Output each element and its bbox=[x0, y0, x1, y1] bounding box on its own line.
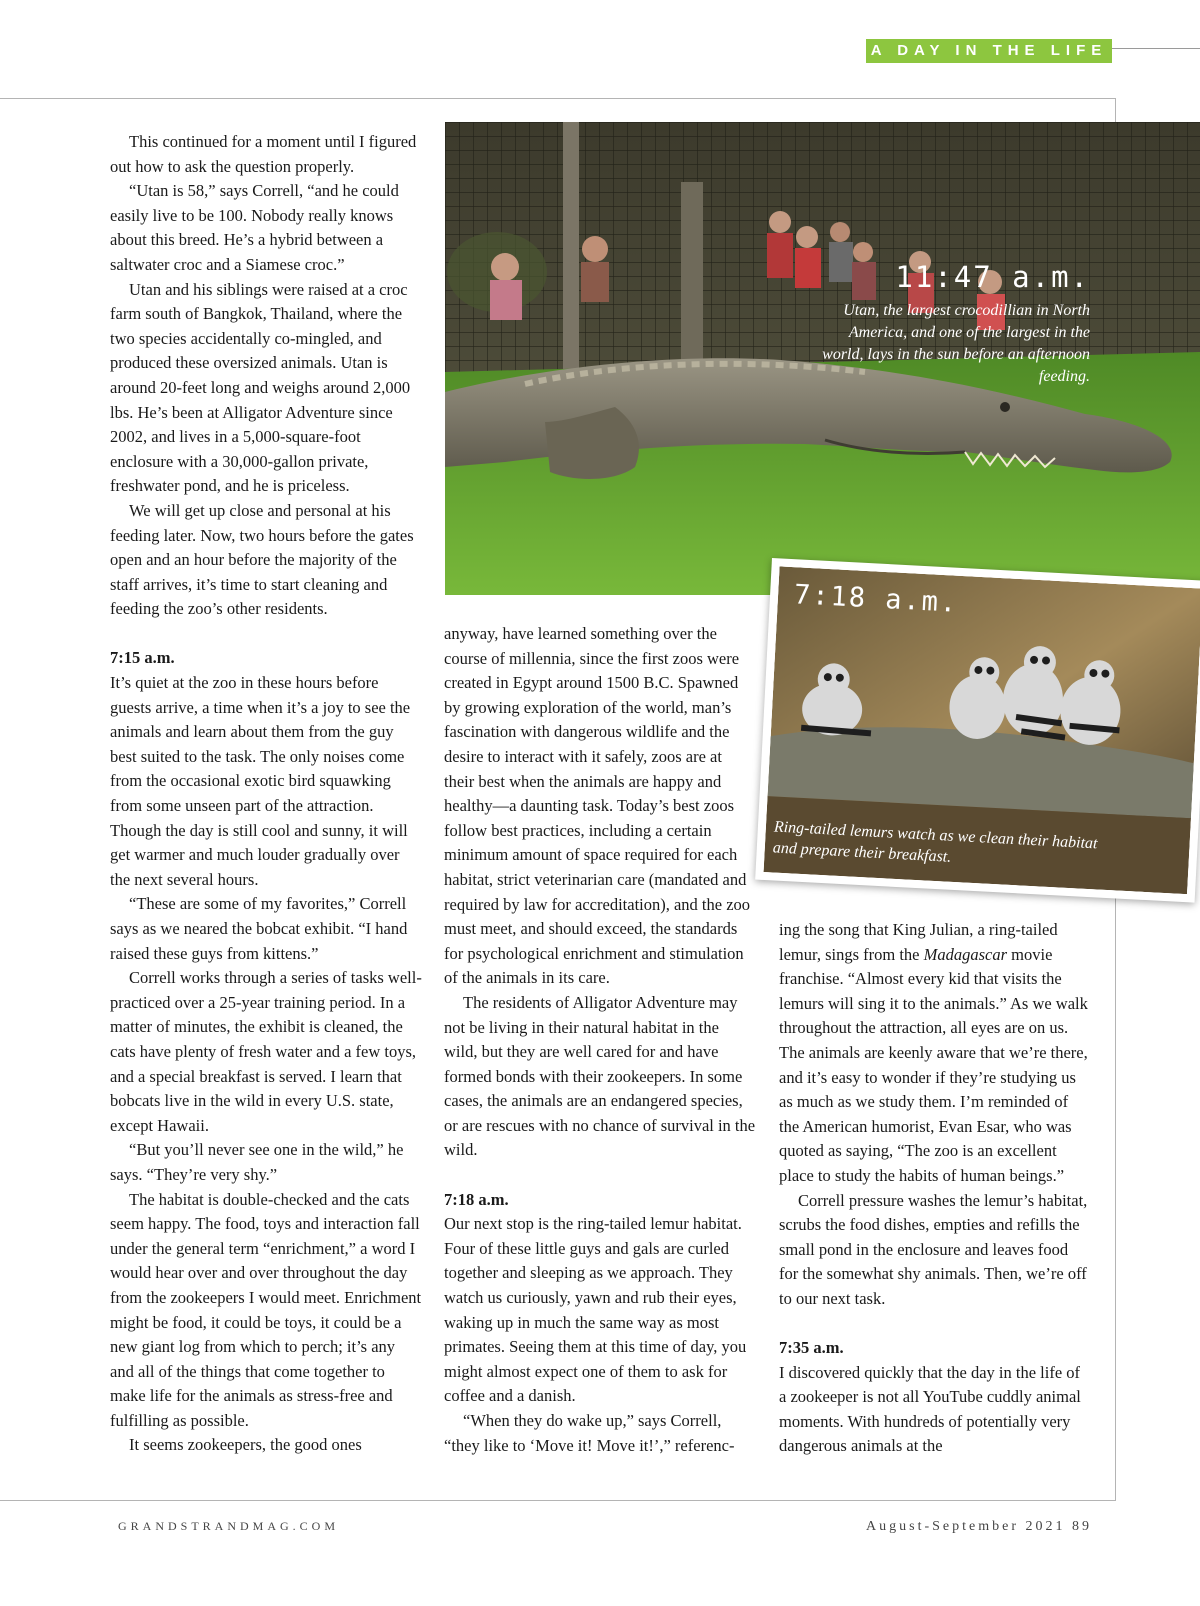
paragraph: It’s quiet at the zoo in these hours before guests arrive, a time when it’s a joy to see the animals and learn about them from the guy best suited to the task. The only noises come from the occasional exotic bird squawking from some unseen part of the attraction. Though the day is still cool and sunny, it will get warmer and much louder gradually over the next several hours. bbox=[110, 673, 411, 889]
paragraph: It seems zookeepers, the good ones bbox=[129, 1435, 362, 1455]
lemur-photo bbox=[764, 566, 1200, 894]
section-banner: A DAY IN THE LIFE bbox=[866, 39, 1112, 63]
paragraph: “When they do wake up,” says Correll, “they like to ‘Move it! Move it!’,” referenc- bbox=[444, 1411, 735, 1455]
article-column-3 bbox=[779, 918, 1091, 1459]
article-column-2 bbox=[444, 622, 756, 1458]
frame-top-rule bbox=[0, 98, 1116, 99]
paragraph: This continued for a moment until I figured out how to ask the question properly. bbox=[110, 132, 417, 176]
paragraph: We will get up close and personal at his feeding later. Now, two hours before the gates open and an hour before the majority of the staff arrives, it’s time to start cleaning and feeding the zoo’s other residents. bbox=[110, 500, 414, 619]
frame-bottom-rule bbox=[0, 1500, 1116, 1501]
lemur-photo-card bbox=[755, 558, 1200, 903]
banner-rule bbox=[1110, 48, 1200, 49]
paragraph-text: movie franchise. “Almost every kid that visits the lemurs will sing it to the animals.” As we walk throughout the attraction, all eyes are on us. The animals are keenly aware that we’re there, and it’s easy to wonder if they’re studying us as much as we study them. I’m reminded of the American humorist, Evan Esar, who was quoted as saying, “The zoo is an excellent place to study the habits of human beings.” bbox=[779, 944, 1088, 1185]
paragraph: “These are some of my favorites,” Correll says as we neared the bobcat exhibit. “I hand raised these guys from kittens.” bbox=[110, 894, 408, 963]
paragraph bbox=[779, 918, 1091, 1189]
footer-website: GRANDSTRANDMAG.COM bbox=[118, 1519, 340, 1533]
paragraph: anyway, have learned something over the course of millennia, since the first zoos were created in Egypt around 1500 B.C. Spawned by growing exploration of the world, man’s fascination with dangerous wildlife and the desire to interact with it safely, zoos are at their best when the animals are happy and healthy—a daunting task. Today’s best zoos follow best practices, including a certain minimum amount of space required for each habitat, strict veterinarian care (mandated and required by law for accreditation), and the zoo must meet, and should exceed, the standards for psychological enrichment and stimulation of the animals in its care. bbox=[444, 624, 751, 988]
paragraph: The habitat is double-checked and the cats seem happy. The food, toys and interaction fall under the general term “enrichment,” a word I would hear over and over throughout the day from the zookeepers I would meet. Enrichment might be food, it could be toys, it could be a new giant log from which to perch; it’s any and all of the things that come together to make life for the animals as stress-free and fulfilling as possible. bbox=[110, 1189, 422, 1430]
time-heading: 7:35 a.m. bbox=[779, 1338, 844, 1358]
paragraph: I discovered quickly that the day in the life of a zookeeper is not all YouTube cuddly animal moments. With hundreds of potentially very dangerous animals at the bbox=[779, 1362, 1081, 1456]
lemur-photo-caption: Ring-tailed lemurs watch as we clean their habitat and prepare their breakfast. bbox=[772, 818, 1098, 866]
time-heading: 7:18 a.m. bbox=[444, 1189, 509, 1209]
croc-time-stamp: 11:47 a.m. bbox=[895, 260, 1090, 294]
article-column-1 bbox=[110, 130, 422, 1458]
paragraph: “But you’ll never see one in the wild,” he says. “They’re very shy.” bbox=[110, 1140, 404, 1184]
paragraph: Utan and his siblings were raised at a croc farm south of Bangkok, Thailand, where the two species accidentally co-mingled, and produced these oversized animals. Utan is around 20-feet long and weighs around 2,000 lbs. He’s been at Alligator Adventure since 2002, and lives in a 5,000-square-foot enclosure with a 30,000-gallon private, freshwater pond, and he is priceless. bbox=[110, 279, 411, 496]
paragraph: Our next stop is the ring-tailed lemur habitat. Four of these little guys and gals are curled together and sleeping as we approach. They watch us curiously, yawn and rub their eyes, waking up in much the same way as most primates. Seeing them at this time of day, you might almost expect one of them to ask for coffee and a danish. bbox=[444, 1214, 747, 1406]
lemur-time-stamp: 7:18 a.m. bbox=[793, 579, 960, 619]
crocodile-photo bbox=[445, 122, 1200, 595]
paragraph: Correll pressure washes the lemur’s habitat, scrubs the food dishes, empties and refills the small pond in the enclosure and leaves food for the somewhat shy animals. Then, we’re off to our next task. bbox=[779, 1190, 1088, 1308]
paragraph: Correll works through a series of tasks well-practiced over a 25-year training period. In a matter of minutes, the exhibit is cleaned, the cats have plenty of fresh water and a few toys, and a special breakfast is served. I learn that bobcats live in the wild in every U.S. state, except Hawaii. bbox=[110, 968, 422, 1135]
paragraph: “Utan is 58,” says Correll, “and he could easily live to be 100. Nobody really knows about this breed. He’s a hybrid between a saltwater croc and a Siamese croc.” bbox=[110, 181, 399, 274]
time-heading: 7:15 a.m. bbox=[110, 648, 175, 668]
croc-photo-caption: Utan, the largest crocodillian in North America, and one of the largest in the world, lays in the sun before an afternoon feeding. bbox=[822, 302, 1090, 385]
footer-date-page: August-September 2021 89 bbox=[866, 1519, 1092, 1534]
paragraph: The residents of Alligator Adventure may not be living in their natural habitat in the wild, but they are well cared for and have formed bonds with their zookeepers. In some cases, the animals are an endangered species, or are rescues with no chance of survival in the wild. bbox=[444, 992, 756, 1160]
paragraph-text: ing the song that King Julian, a ring-tailed lemur, sings from the bbox=[779, 920, 1058, 964]
film-title: Madagascar bbox=[923, 944, 1008, 964]
